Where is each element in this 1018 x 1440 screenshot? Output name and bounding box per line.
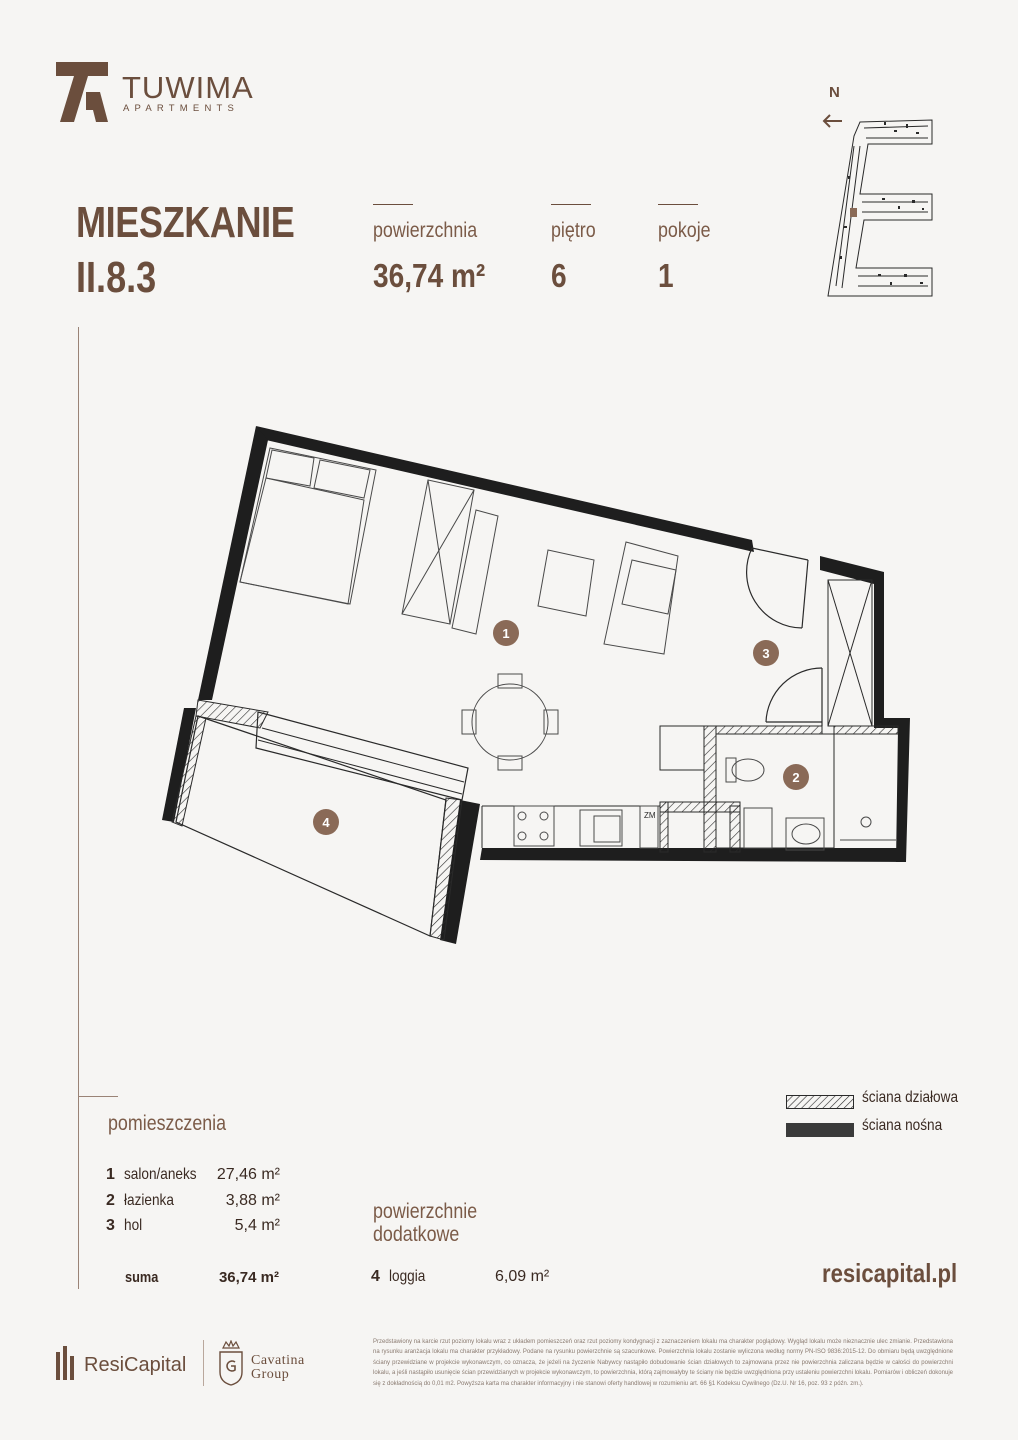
cavatina-crest-icon	[218, 1340, 244, 1386]
partition-wall-swatch-icon	[786, 1095, 854, 1109]
tuwima-logo	[56, 62, 276, 124]
extra-areas-title	[373, 1200, 477, 1246]
room-number: 2	[106, 1192, 115, 1209]
vertical-divider	[78, 327, 79, 1289]
building-key-plan	[824, 116, 936, 298]
room-area: 3,88 m²	[225, 1192, 280, 1209]
room-marker-3	[753, 640, 779, 666]
extra-area: 6,09 m²	[495, 1268, 550, 1285]
svg-text:2: 2	[792, 770, 800, 785]
website-link[interactable]: resicapital.pl	[822, 1258, 958, 1288]
cavatina-logo	[218, 1340, 338, 1386]
resicapital-mark-icon	[56, 1342, 78, 1382]
room-marker-4	[313, 809, 339, 835]
legend-bearing-label: ściana nośna	[862, 1117, 943, 1134]
stat-rooms-value: 1	[658, 257, 674, 294]
loggia-outline	[176, 716, 446, 936]
stat-rule	[373, 204, 413, 205]
room-area: 5,4 m²	[234, 1217, 280, 1234]
footer-divider	[203, 1340, 204, 1386]
resicapital-name: ResiCapital	[84, 1354, 187, 1376]
tuwima-logo-mark-icon	[56, 62, 110, 122]
stat-rule	[658, 204, 698, 205]
stat-area-value: 36,74 m²	[373, 257, 486, 294]
apartment-title: MIESZKANIE	[76, 198, 295, 247]
legal-disclaimer: Przedstawiony na karcie rzut poziomy lokalu wraz z układem pomieszczeń oraz rzut poziomy kondygnacji z zaznaczeniem lokalu ma charakter poglądowy. Wygląd lokalu może nieznacznie ulec zmianie. Przedstawiona na rysunku aranżacja lokalu ma charakter przykładowy. Podane na rysunku powierzchnie są szacunkowe. Powierzchnia lokalu zostanie wyliczona według normy PN-ISO 9836:2015-12. Do obmiaru będą uwzględnione ściany przewidziane w projekcie wykonawczym, co oznacza, że jeżeli na życzenie Nabywcy nastąpiło dobudowanie ścian działowych to zajmowana przez nie powierzchnia zaliczana będzie w całości do powierzchni lokalu, a jeśli nastąpiło usunięcie ścian przewidzianych w projekcie wykonawczym, to powierzchnia, którą zajmowałyby te ściany nie będzie uwzględniona przy ustaleniu powierzchni lokalu. Pomiarów i obliczeń dokonuje się z dokładnością do 0,01 m2. Powyższa karta ma charakter informacyjny i nie stanowi oferty handlowej w rozumieniu art. 66 §1 Kodeksu Cywilnego (Dz.U. Nr 16, poz. 93 z późn. zm.).	[373, 1339, 953, 1387]
extra-row	[371, 1268, 571, 1288]
room-area: 27,46 m²	[216, 1166, 280, 1183]
stat-floor-label: piętro	[551, 219, 596, 242]
extra-title-line2: dodatkowe	[373, 1223, 460, 1246]
room-name: łazienka	[124, 1192, 174, 1209]
stat-area	[373, 204, 505, 295]
room-number: 1	[106, 1166, 115, 1183]
doors	[747, 548, 822, 726]
extra-name: loggia	[389, 1268, 426, 1285]
room-name: salon/aneks	[124, 1166, 197, 1183]
brand-subtitle: APARTMENTS	[123, 103, 240, 114]
room-name: hol	[124, 1217, 143, 1234]
extra-title-line1: powierzchnie	[373, 1200, 478, 1223]
rooms-title: pomieszczenia	[108, 1112, 227, 1135]
sum-label: suma	[125, 1269, 159, 1286]
stat-floor-value: 6	[551, 257, 567, 294]
brand-name: TUWIMA	[122, 70, 254, 105]
apartment-location-marker	[850, 208, 857, 217]
legend-partition-label: ściana działowa	[862, 1089, 959, 1106]
stat-rooms-label: pokoje	[658, 219, 711, 242]
apartment-number: II.8.3	[76, 253, 157, 302]
bathroom-walls	[660, 726, 898, 852]
sum-value: 36,74 m²	[218, 1269, 279, 1286]
stat-rooms	[658, 204, 720, 295]
stat-area-label: powierzchnia	[373, 219, 478, 242]
stat-rule	[551, 204, 591, 205]
room-marker-1	[493, 620, 519, 646]
north-letter: N	[829, 84, 840, 101]
room-number: 3	[106, 1217, 115, 1234]
stat-floor	[551, 204, 604, 295]
horizontal-divider	[78, 1096, 118, 1097]
cavatina-name	[251, 1354, 305, 1382]
room-marker-2	[783, 764, 809, 790]
bearing-wall-swatch-icon	[786, 1123, 854, 1137]
svg-text:3: 3	[762, 646, 770, 661]
svg-text:4: 4	[322, 815, 330, 830]
cavatina-line1: Cavatina	[251, 1353, 305, 1368]
kitchen-tag: ZM	[644, 811, 656, 820]
extra-number: 4	[371, 1268, 380, 1285]
cavatina-line2: Group	[251, 1367, 290, 1382]
svg-text:1: 1	[502, 626, 510, 641]
floor-plan	[150, 418, 920, 958]
